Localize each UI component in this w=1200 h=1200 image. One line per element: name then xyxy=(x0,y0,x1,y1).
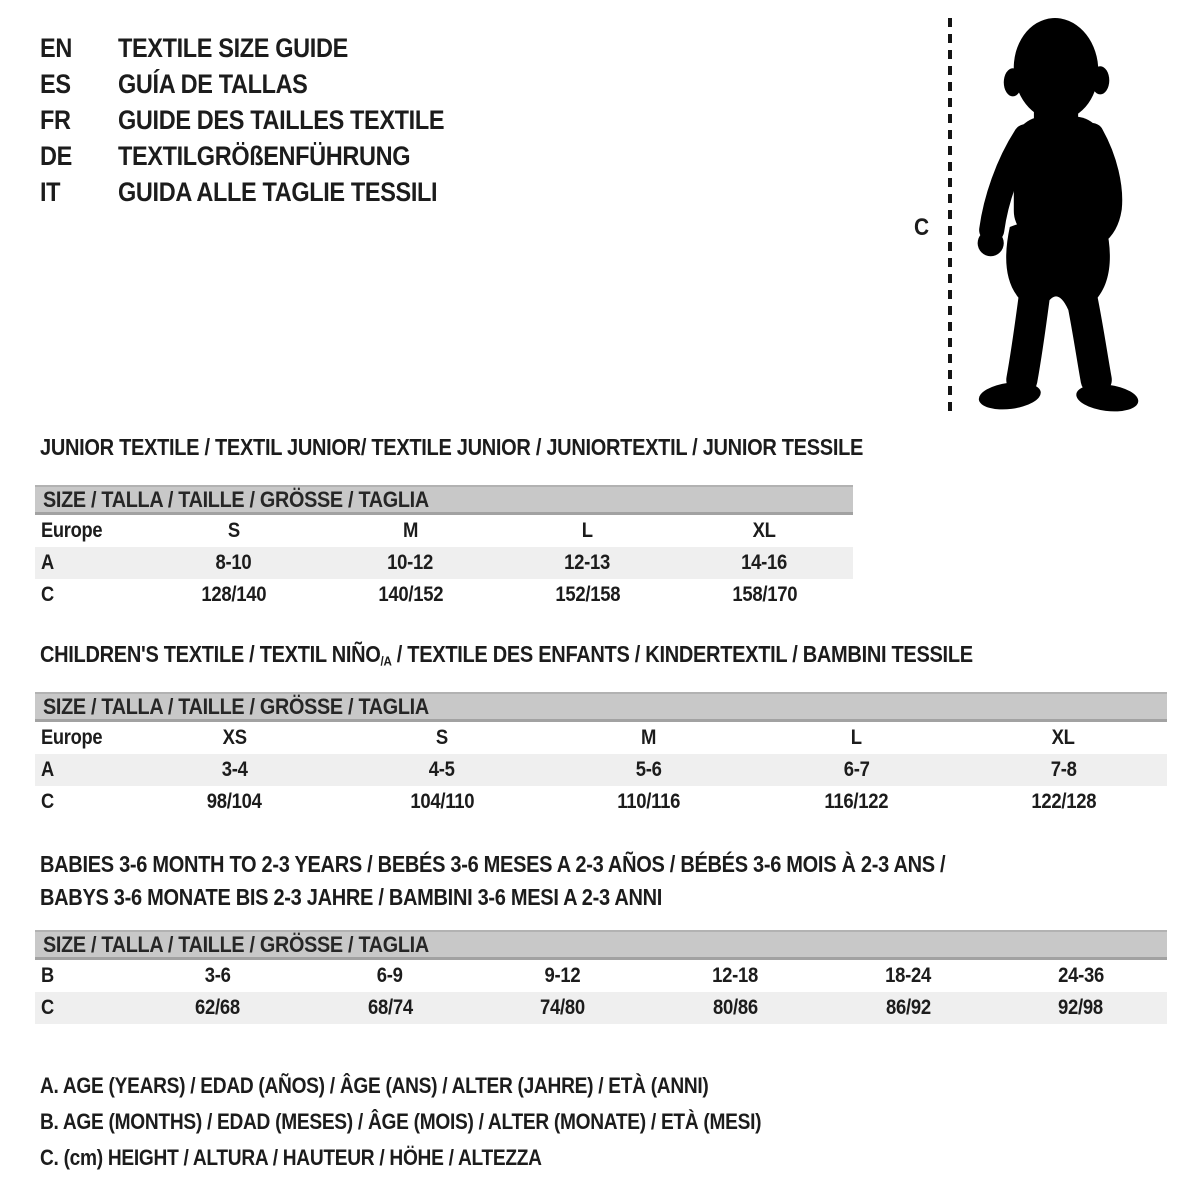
row-label: Europe xyxy=(41,726,103,749)
language-code: ES xyxy=(40,68,71,99)
size-table-header: SIZE / TALLA / TAILLE / GRÖSSE / TAGLIA xyxy=(35,930,1167,960)
table-row-age-months xyxy=(35,960,1167,992)
size-cell: XL xyxy=(1051,726,1075,749)
value-cell: 6-7 xyxy=(843,758,870,781)
value-cell: 116/122 xyxy=(824,790,889,813)
value-cell: 86/92 xyxy=(885,996,931,1019)
value-cell: 68/74 xyxy=(367,996,413,1019)
value-cell: 98/104 xyxy=(207,790,263,813)
language-title: GUIDA ALLE TAGLIE TESSILI xyxy=(118,176,438,207)
size-cell: L xyxy=(850,726,862,749)
height-measure-label: C xyxy=(914,214,929,241)
table-row-europe xyxy=(35,722,1167,754)
legend-line-b: B. AGE (MONTHS) / EDAD (MESES) / ÂGE (MOIS) / ALTER (MONATE) / ETÀ (MESI) xyxy=(40,1109,762,1134)
value-cell: 8-10 xyxy=(215,551,252,574)
language-title: GUÍA DE TALLAS xyxy=(118,68,308,99)
size-table-header: SIZE / TALLA / TAILLE / GRÖSSE / TAGLIA xyxy=(35,485,853,515)
babies-section-title: BABIES 3-6 MONTH TO 2-3 YEARS / BEBÉS 3-6 MESES A 2-3 AÑOS / BÉBÉS 3-6 MOIS À 2-3 ANS / BABYS 3-6 MONATE BIS 2-3 JAHRE / BAMBINI 3-6 MESI A 2-3 ANNI xyxy=(40,851,946,910)
nino-a-subscript: /A xyxy=(380,653,392,669)
value-cell: 62/68 xyxy=(194,996,240,1019)
value-cell: 6-9 xyxy=(377,964,403,987)
size-cell: XL xyxy=(752,519,777,542)
row-label: Europe xyxy=(41,519,103,542)
language-row-fr xyxy=(40,102,493,138)
value-cell: 10-12 xyxy=(387,551,434,574)
row-label: C xyxy=(41,583,54,606)
value-cell: 122/128 xyxy=(1030,790,1096,813)
table-row-age-years xyxy=(35,754,1167,786)
value-cell: 14-16 xyxy=(741,551,788,574)
language-code: EN xyxy=(40,32,72,63)
height-measure-dotted-line xyxy=(948,18,952,416)
junior-section-title: JUNIOR TEXTILE / TEXTIL JUNIOR/ TEXTILE JUNIOR / JUNIORTEXTIL / JUNIOR TESSILE xyxy=(40,434,864,460)
value-cell: 104/110 xyxy=(409,790,474,813)
babies-size-table xyxy=(35,930,1167,1024)
language-row-it xyxy=(40,174,493,210)
table-row-height-cm xyxy=(35,992,1167,1024)
language-title: TEXTILGRÖßENFÜHRUNG xyxy=(118,140,411,171)
measurement-legend xyxy=(40,1068,869,1176)
size-cell: L xyxy=(581,519,593,542)
value-cell: 7-8 xyxy=(1050,758,1077,781)
legend-line-c: C. (cm) HEIGHT / ALTURA / HAUTEUR / HÖHE / ALTEZZA xyxy=(40,1145,542,1170)
language-code: FR xyxy=(40,104,71,135)
language-title-list xyxy=(40,30,493,210)
value-cell: 152/158 xyxy=(555,583,620,606)
children-section-title: CHILDREN'S TEXTILE / TEXTIL $NIÑO_{/A}$ / TEXTILE DES ENFANTS / KINDERTEXTIL / BAMBINI TESSILE xyxy=(40,641,973,669)
size-cell: S xyxy=(435,726,448,749)
language-title: TEXTILE SIZE GUIDE xyxy=(118,32,348,63)
value-cell: 5-6 xyxy=(636,758,662,781)
table-row-europe xyxy=(35,515,853,547)
row-label: C xyxy=(41,790,54,813)
language-row-es xyxy=(40,66,493,102)
language-row-de xyxy=(40,138,493,174)
row-label: C xyxy=(41,996,54,1019)
legend-line-a: A. AGE (YEARS) / EDAD (AÑOS) / ÂGE (ANS) / ALTER (JAHRE) / ETÀ (ANNI) xyxy=(40,1073,709,1098)
value-cell: 158/170 xyxy=(732,583,797,606)
value-cell: 12-13 xyxy=(564,551,611,574)
value-cell: 3-6 xyxy=(204,964,231,987)
table-row-height-cm xyxy=(35,786,1167,818)
value-cell: 24-36 xyxy=(1057,964,1104,987)
children-size-table xyxy=(35,692,1167,818)
row-label: B xyxy=(41,964,54,987)
toddler-silhouette-image xyxy=(962,14,1142,420)
language-code: IT xyxy=(40,176,61,207)
value-cell: 3-4 xyxy=(221,758,248,781)
size-cell: M xyxy=(402,519,419,542)
value-cell: 12-18 xyxy=(712,964,759,987)
row-label: A xyxy=(41,758,54,781)
language-code: DE xyxy=(40,140,72,171)
size-cell: M xyxy=(641,726,657,749)
value-cell: 74/80 xyxy=(540,996,586,1019)
table-row-height-cm xyxy=(35,579,853,611)
junior-size-table xyxy=(35,485,853,611)
value-cell: 18-24 xyxy=(885,964,931,987)
value-cell: 140/152 xyxy=(378,583,443,606)
language-title: GUIDE DES TAILLES TEXTILE xyxy=(118,104,445,135)
value-cell: 9-12 xyxy=(544,964,581,987)
table-row-age-years xyxy=(35,547,853,579)
value-cell: 4-5 xyxy=(428,758,455,781)
row-label: A xyxy=(41,551,54,574)
size-table-header: SIZE / TALLA / TAILLE / GRÖSSE / TAGLIA xyxy=(35,692,1167,722)
size-cell: XS xyxy=(222,726,247,749)
value-cell: 80/86 xyxy=(712,996,758,1019)
value-cell: 128/140 xyxy=(201,583,266,606)
value-cell: 92/98 xyxy=(1058,996,1104,1019)
language-row-en xyxy=(40,30,493,66)
size-cell: S xyxy=(227,519,240,542)
value-cell: 110/116 xyxy=(617,790,681,813)
